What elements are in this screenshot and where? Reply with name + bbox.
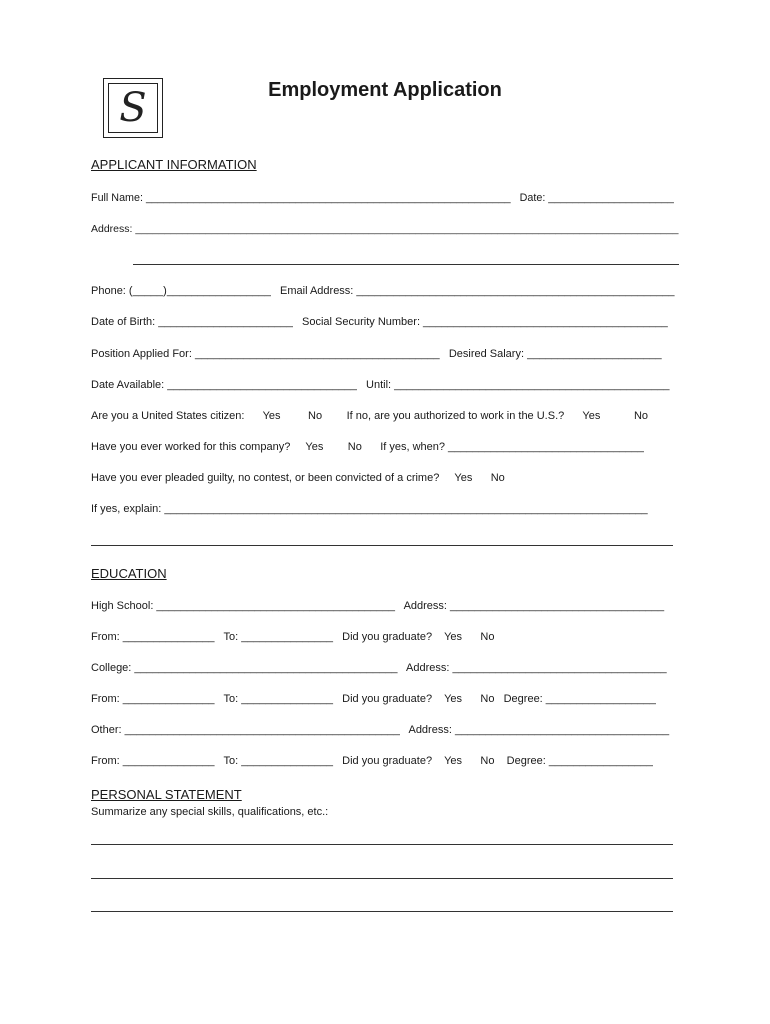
section-personal-statement: PERSONAL STATEMENT <box>91 787 242 802</box>
college-field[interactable]: College: ___________________________________________ Address: ___________________________________ <box>91 662 667 674</box>
section-applicant-information: APPLICANT INFORMATION <box>91 157 257 172</box>
date-available-field[interactable]: Date Available: _______________________________ Until: _____________________________________________ <box>91 379 670 391</box>
other-school-field[interactable]: Other: _____________________________________________ Address: ___________________________________ <box>91 724 670 736</box>
logo-letter: S <box>119 85 147 131</box>
explain-line-2[interactable] <box>91 545 673 546</box>
conviction-question[interactable]: Have you ever pleaded guilty, no contest, or been convicted of a crime? Yes No <box>91 472 505 484</box>
other-school-dates-field[interactable]: From: _______________ To: _______________ Did you graduate? Yes No Degree: _________________ <box>91 755 653 767</box>
college-dates-field[interactable]: From: _______________ To: _______________ Did you graduate? Yes No Degree: __________________ <box>91 693 656 705</box>
full-name-date-field[interactable]: Full Name: _____________________________________________________________ Date: _____________________ <box>91 192 674 204</box>
section-education: EDUCATION <box>91 566 167 581</box>
page-title <box>0 79 770 102</box>
position-salary-field[interactable]: Position Applied For: ________________________________________ Desired Salary: ______________________ <box>91 348 662 360</box>
statement-line-1[interactable] <box>91 844 673 845</box>
worked-here-question[interactable]: Have you ever worked for this company? Yes No If yes, when? ________________________________ <box>91 441 644 453</box>
address-field[interactable]: Address: _____________________________________________________________________________________________ <box>91 223 679 235</box>
statement-line-3[interactable] <box>91 911 673 912</box>
statement-line-2[interactable] <box>91 878 673 879</box>
phone-email-field[interactable]: Phone: (_____)_________________ Email Address: ____________________________________________________ <box>91 285 675 297</box>
citizenship-question[interactable]: Are you a United States citizen: Yes No If no, are you authorized to work in the U.S.? Yes No <box>91 410 649 422</box>
address-line-2[interactable] <box>133 264 679 265</box>
dob-ssn-field[interactable]: Date of Birth: ______________________ Social Security Number: ________________________________________ <box>91 316 668 328</box>
explain-field[interactable]: If yes, explain: _______________________________________________________________________________ <box>91 503 648 515</box>
high-school-dates-field[interactable]: From: _______________ To: _______________ Did you graduate? Yes No <box>91 631 495 643</box>
high-school-field[interactable]: High School: _______________________________________ Address: ___________________________________ <box>91 600 665 612</box>
page-title-text: Employment Application <box>268 79 502 101</box>
personal-statement-prompt: Summarize any special skills, qualifications, etc.: <box>91 806 329 818</box>
